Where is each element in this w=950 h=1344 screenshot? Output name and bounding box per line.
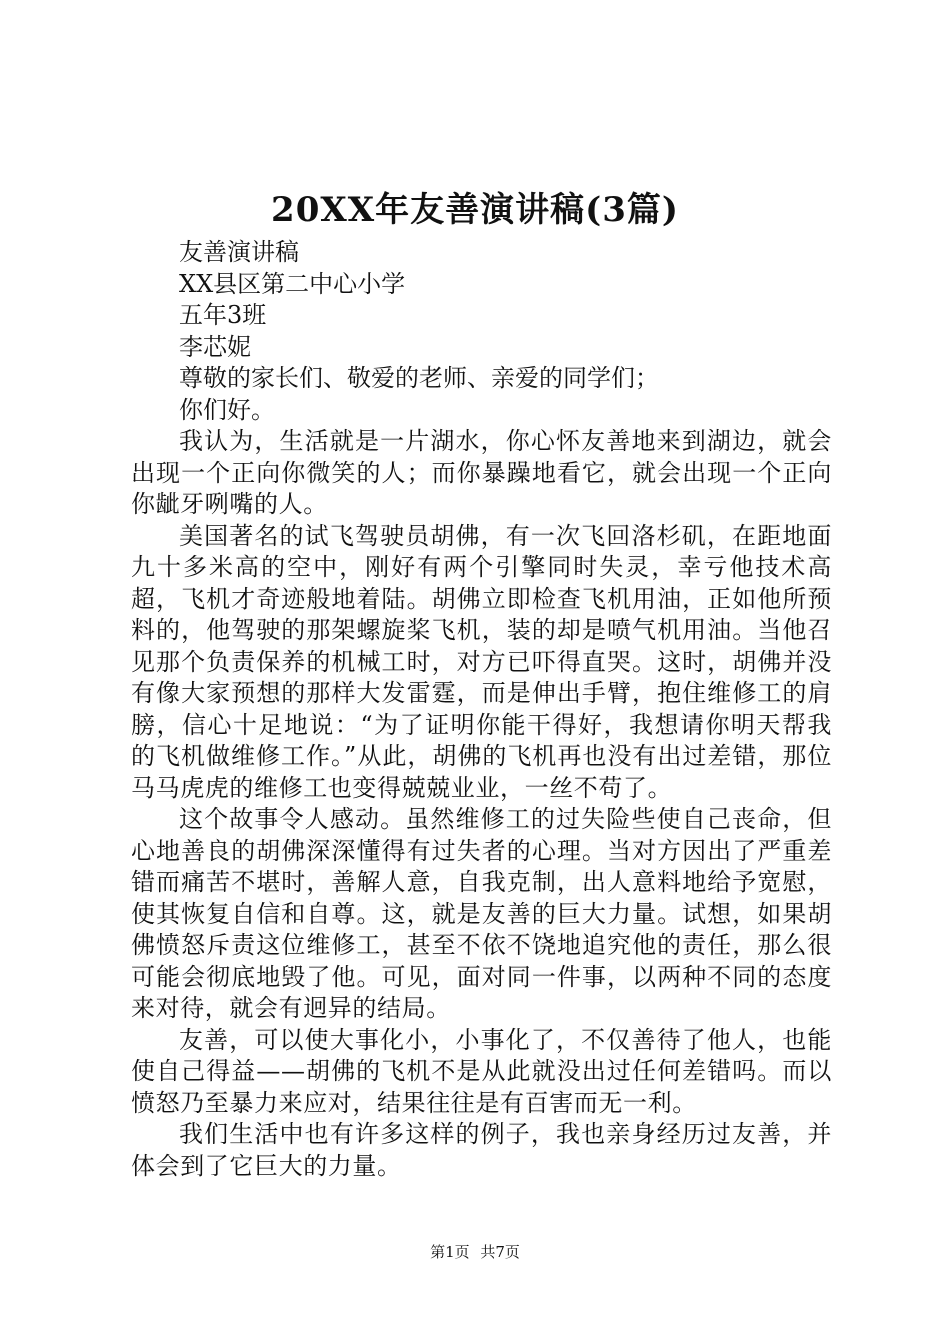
document-body xyxy=(131,237,832,1182)
page-total: 共7页 xyxy=(480,1243,520,1261)
page-footer xyxy=(0,1242,950,1262)
paragraph: 美国著名的试飞驾驶员胡佛，有一次飞回洛杉矶，在距地面九十多米高的空中，刚好有两个引擎同时失灵，幸亏他技术高超，飞机才奇迹般地着陆。胡佛立即检查飞机用油，正如他所预料的，他驾驶的那架螺旋桨飞机，装的却是喷气机用油。当他召见那个负责保养的机械工时，对方已吓得直哭。这时，胡佛并没有像大家预想的那样大发雷霆，而是伸出手臂，抱住维修工的肩膀，信心十足地说：“为了证明你能干得好，我想请你明天帮我的飞机做维修工作。”从此，胡佛的飞机再也没有出过差错，那位马马虎虎的维修工也变得兢兢业业，一丝不苟了。 xyxy=(131,521,832,802)
greeting: 你们好。 xyxy=(179,395,275,424)
paragraph: 友善，可以使大事化小，小事化了，不仅善待了他人，也能使自己得益——胡佛的飞机不是从此就没出过任何差错吗。而以愤怒乃至暴力来应对，结果往往是有百害而无一利。 xyxy=(131,1025,832,1117)
class-name: 五年3班 xyxy=(179,301,267,329)
document-title: 20XX年友善演讲稿(3篇) xyxy=(271,190,679,230)
paragraph: 我们生活中也有许多这样的例子，我也亲身经历过友善，并体会到了它巨大的力量。 xyxy=(131,1120,832,1180)
speech-heading: 友善演讲稿 xyxy=(179,238,299,266)
paragraph: 这个故事令人感动。虽然维修工的过失险些使自己丧命，但心地善良的胡佛深深懂得有过失者的心理。当对方因出了严重差错而痛苦不堪时，善解人意，自我克制，出人意料地给予宽慰，使其恢复自信和自尊。这，就是友善的巨大力量。试想，如果胡佛愤怒斥责这位维修工，甚至不依不饶地追究他的责任，那么很可能会彻底地毁了他。可见，面对同一件事，以两种不同的态度来对待，就会有迥异的结局。 xyxy=(131,805,832,1022)
school-name: XX县区第二中心小学 xyxy=(179,269,406,298)
page-number: 第1页 xyxy=(430,1243,470,1261)
author-name: 李芯妮 xyxy=(179,332,251,361)
paragraph: 我认为，生活就是一片湖水，你心怀友善地来到湖边，就会出现一个正向你微笑的人；而你暴躁地看它，就会出现一个正向你龇牙咧嘴的人。 xyxy=(131,427,832,518)
salutation: 尊敬的家长们、敬爱的老师、亲爱的同学们； xyxy=(179,364,659,392)
